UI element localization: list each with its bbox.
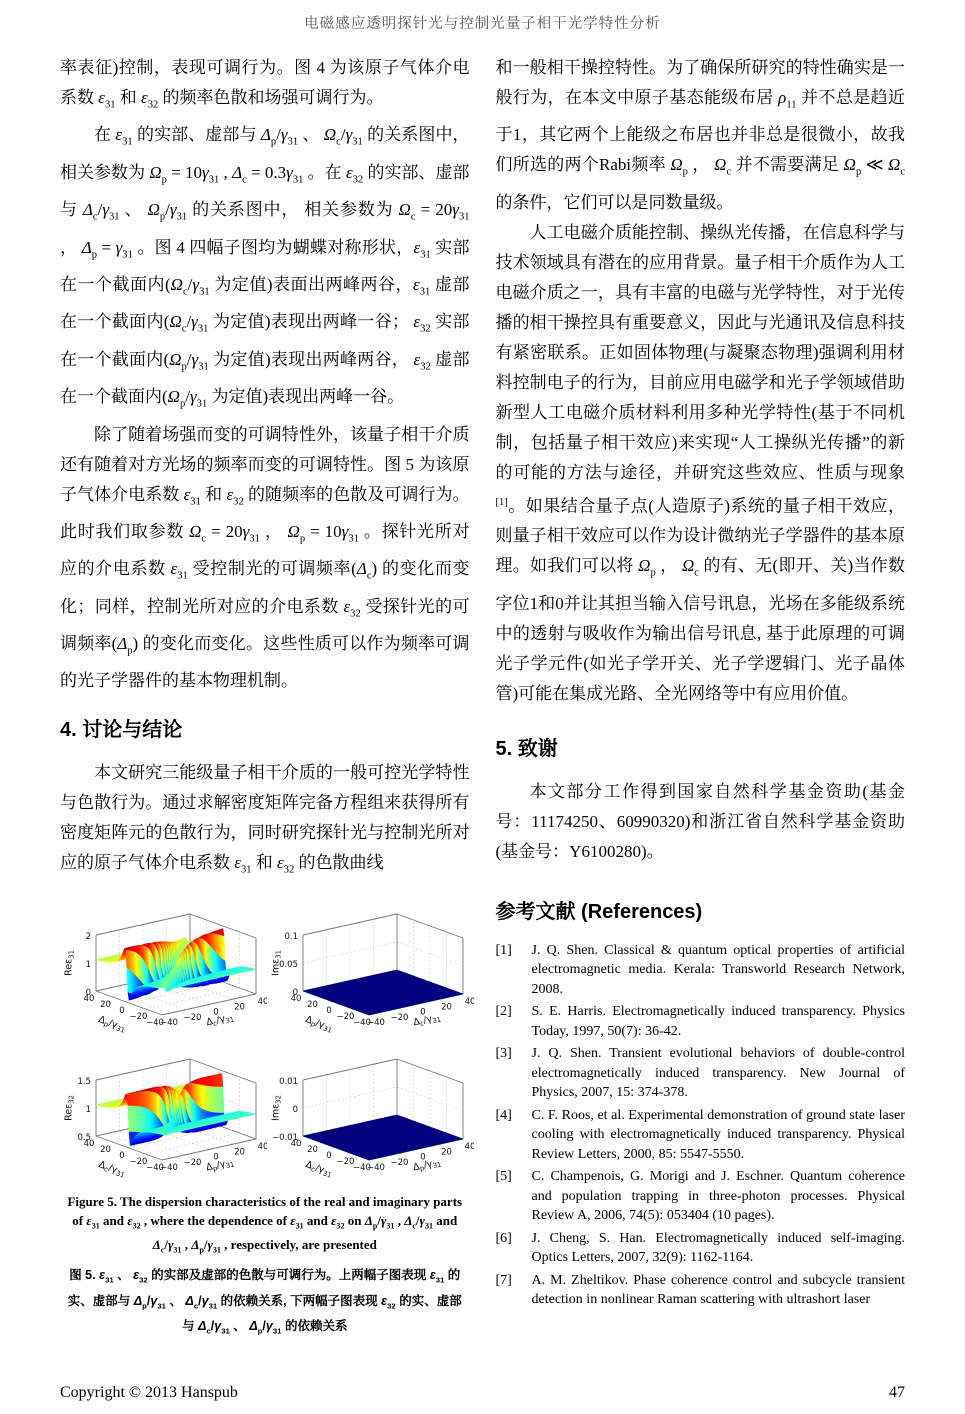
reference-number: [6] [495,1230,512,1246]
reference-item [496,1167,906,1226]
surface-plot-im-eps31 [267,894,474,1039]
reference-item [496,1002,906,1041]
reference-text: C. F. Roos, et al. Experimental demonstration of ground state laser cooling with electromagnetically induced transparency. Physical Review Letters, 2000, 85: 5547-5550. [531,1107,905,1162]
surface-plot-re-eps31 [60,894,267,1039]
reference-text: S. E. Harris. Electromagnetically induced transparency. Physics Today, 1997, 50(7): 36-42. [531,1004,905,1039]
paragraph-funding: 本文部分工作得到国家自然科学基金资助(基金号：11174250、60990320)和浙江省自然科学基金资助(基金号：Y6100280)。 [495,781,905,861]
reference-text: A. M. Zheltikov. Phase coherence control and subcycle transient detection in nonlinear Raman scattering with ultrashort laser [531,1272,905,1308]
page-number: 47 [889,1384,905,1401]
reference-item [496,1271,906,1310]
paragraph-fig4-params: 在 $\varepsilon_{31}$ 的实部、虚部与 $\Delta_p/\gamma_{31}$ 、 $\Omega_c/\gamma_{31}$ 的关系图中，相关参数为 $\Omega_p = 10\gamma_{31}$ , $\Delta_c = 0.3\gamma_{31}$ 。在 $\varepsilon_{32}$ 的实部、虚部与 $\Delta_c/\gamma_{31}$ 、 $\Omega_p/\gamma_{31}$ 的关系图中， 相关参数为 $\Omega_c = 20\gamma_{31}$ ， $\Delta_p = \gamma_{31}$ 。图 4 四幅子图均为蝴蝶对称形状，$\varepsilon_{31}$ 实部在一个截面内($\Omega_c/\gamma_{31}$ 为定值)表面出两峰两谷，$\varepsilon_{31}$ 虚部在一个截面内($\Omega_c/\gamma_{31}$ 为定值)表现出两峰一谷； $\varepsilon_{32}$ 实部在一个截面内($\Omega_p/\gamma_{31}$ 为定值)表现出两峰两谷， $\varepsilon_{32}$ 虚部在一个截面内($\Omega_p/\gamma_{31}$ 为定值)表现出两峰一谷。 [60,125,470,410]
figure-5 [60,894,470,1342]
paragraph-coherent-control: 和一般相干操控特性。为了确保所研究的特性确实是一般行为，在本文中原子基态能级布居 $\rho_{11}$ 并不总是趋近于1，其它两个上能级之布居也并非总是很微小，故我们所选的两个Rabi频率 $\Omega_p$ ， $\Omega_c$ 并不需要满足 $\Omega_p$ ≪ $\Omega_c$ 的条件，它们可以是同数量级。 [495,58,906,212]
reference-number: [2] [495,1004,512,1020]
reference-item [496,1044,906,1103]
reference-list [496,941,906,1310]
references-heading: 参考文献 (References) [495,900,703,923]
surface-plot-re-eps32 [60,1039,267,1184]
reference-number: [5] [495,1169,512,1185]
reference-number: [4] [495,1107,512,1123]
section-heading-acknowledgement: 5. 致谢 [495,737,558,760]
figure-caption-chinese: 图 5. $\varepsilon_{31}$ 、 $\varepsilon_{32}$ 的实部及虚部的色散与可调行为。上两幅子图表现 $\varepsilon_{31}$ 的实、虚部与 $\Delta_p/\gamma_{31}$ 、 $\Delta_c/\gamma_{31}$ 的依赖关系, 下两幅子图表现 $\varepsilon_{32}$ 的实、虚部与 $\Delta_c/\gamma_{31}$ 、 $\Delta_p/\gamma_{31}$ 的依赖关系 [67,1268,462,1336]
figure-caption-english: Figure 5. The dispersion characteristics of the real and imaginary parts of $\varepsilon_{31}$ and $\varepsilon_{32}$ , where the dependence of $\varepsilon_{31}$ and $\varepsilon_{32}$ on $\Delta_p/\gamma_{31}$ , $\Delta_c/\gamma_{31}$ and $\Delta_c/\gamma_{31}$ , $\Delta_p/\gamma_{31}$ , respectively, are presented [67,1193,463,1256]
paragraph-conclusion: 本文研究三能级量子相干介质的一般可控光学特性与色散行为。通过求解密度矩阵完备方程组来获得所有密度矩阵元的色散行为，同时研究探针光与控制光所对应的原子气体介电系数 $\varepsilon_{31}$ 和 $\varepsilon_{32}$ 的色散曲线 [60,763,470,876]
reference-text: J. Q. Shen. Classical & quantum optical properties of artificial electromagnetic media. Kerala: Transworld Research Network, 2008. [531,942,905,997]
section-heading-discussion: 4. 讨论与结论 [60,719,183,742]
page-footer [60,1384,905,1402]
paragraph-continuation: 率表征)控制，表现可调行为。图 4 为该原子气体介电系数 $\varepsilon_{31}$ 和 $\varepsilon_{32}$ 的频率色散和场强可调行为。 [60,58,470,111]
surface-plot-im-eps32 [267,1039,474,1184]
running-title: 电磁感应透明探针光与控制光量子相干光学特性分析 [304,16,661,32]
right-column [496,53,906,1342]
reference-text: J. Cheng, S. Han. Electromagnetically induced self-imaging. Optics Letters, 2007, 32(9): 1162-1164. [531,1230,905,1266]
paragraph-applications: 人工电磁介质能控制、操纵光传播，在信息科学与技术领域具有潜在的应用背景。量子相干介质作为人工电磁介质之一，具有丰富的电磁与光学特性，对于光传播的相干操控具有重要意义，因此与光通讯及信息科技有紧密联系。正如固体物理(与凝聚态物理)强调利用材料控制电子的行为，目前应用电磁学和光子学领域借助新型人工电磁介质材料利用多种光学特性(基于不同机制，包括量子相干效应)来实现“人工操纵光传播”的新的可能的方法与途径，并研究这些效应、性质与现象[1]。如果结合量子点(人造原子)系统的量子相干效应，则量子相干效应可以作为设计微纳光子学器件的基本原理。如我们可以将 $\Omega_p$ ， $\Omega_c$ 的有、无(即开、关)当作数字位1和0并让其担当输入信号讯息，光场在多能级系统中的透射与吸收作为输出信号讯息, 基于此原理的可调光子学元件(如光子学开关、光子学逻辑门、光子晶体管)可能在集成光路、全光网络等中有应用价值。 [495,222,906,703]
paragraph-fig5-intro: 除了随着场强而变的可调特性外，该量子相干介质还有随着对方光场的频率而变的可调特性。图 5 为该原子气体介电系数 $\varepsilon_{31}$ 和 $\varepsilon_{32}$ 的随频率的色散及可调行为。此时我们取参数 $\Omega_c = 20\gamma_{31}$ ， $\Omega_p = 10\gamma_{31}$ 。探针光所对应的介电系数 $\varepsilon_{31}$ 受控制光的可调频率$(\Delta_c)$ 的变化而变化；同样，控制光所对应的介电系数 $\varepsilon_{32}$ 受探针光的可调频率$(\Delta_p)$ 的变化而变化。这些性质可以作为频率可调的光子学器件的基本物理机制。 [60,424,470,691]
reference-item [496,1229,906,1268]
copyright-text: Copyright © 2013 Hanspub [60,1384,238,1401]
reference-item [496,941,906,1000]
reference-number: [7] [495,1272,512,1288]
reference-text: J. Q. Shen. Transient evolutional behaviors of double-control electromagnetically induced transparency. New Journal of Physics, 2007, 15: 374-378. [531,1046,905,1101]
page-content [0,33,965,1342]
figure-5-plots [60,894,470,1184]
reference-number: [3] [495,1046,512,1062]
reference-text: C. Champenois, G. Morigi and J. Eschner. Quantum coherence and population trapping in three-photon processes. Physical Review A, 2006, 74(5): 053404 (10 pages). [531,1169,905,1224]
reference-number: [1] [495,942,512,958]
reference-item [496,1106,906,1165]
left-column [60,53,470,1342]
